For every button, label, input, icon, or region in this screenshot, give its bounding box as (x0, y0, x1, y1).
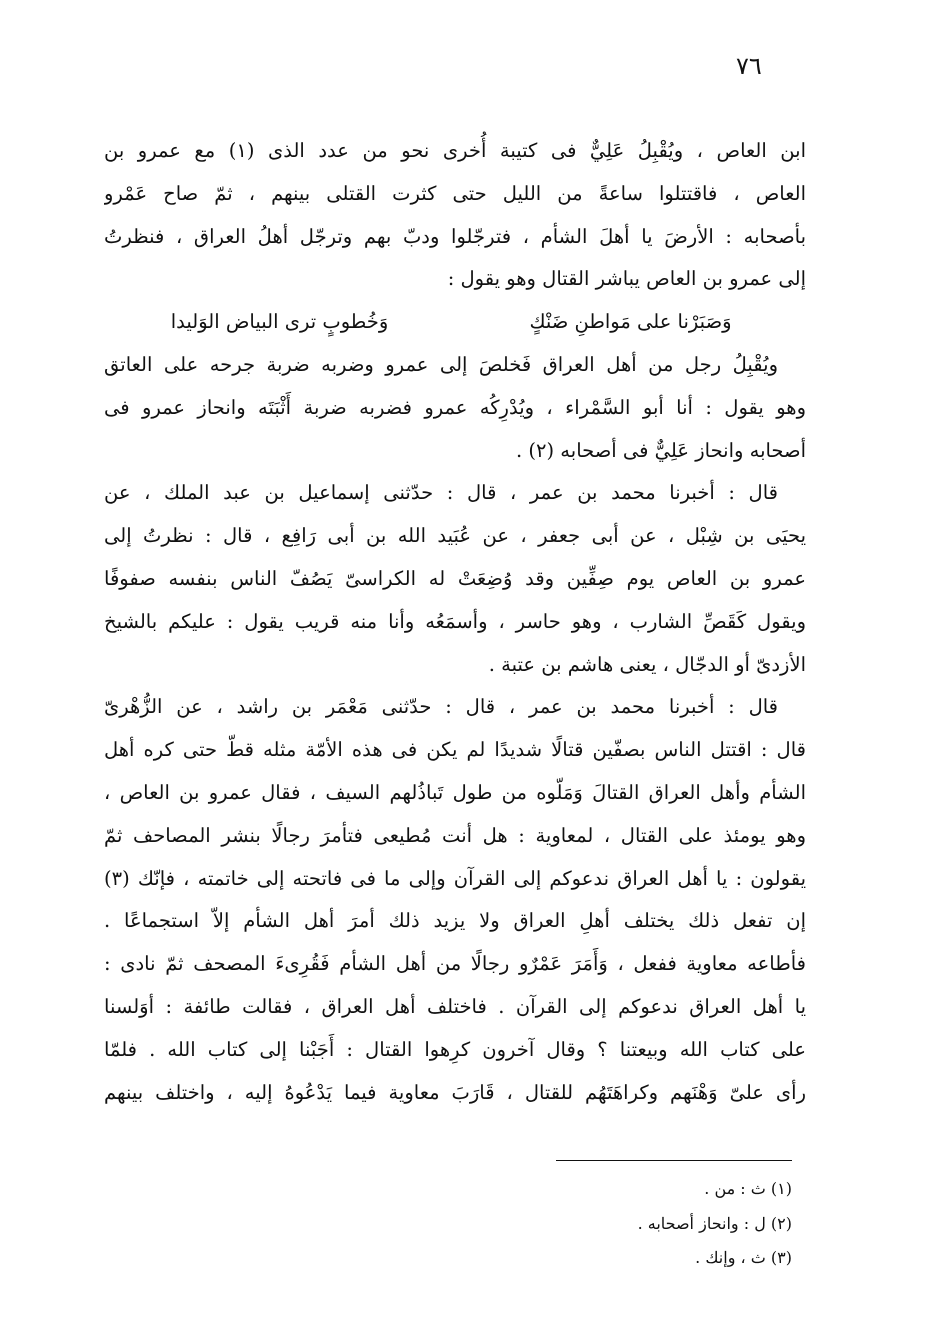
page-number: ٧٦ (736, 52, 762, 80)
text-line: فأطاعه معاوية ففعل ، وَأَمَرَ عَمْرٌو رجالًا من أهل الشأم فَقُرِىءَ المصحف ثمّ نادى : (104, 952, 806, 976)
text-line: يقولون : يا أهل العراق ندعوكم إلى القرآن وإلى ما فى فاتحته إلى خاتمته ، فإنّك (٣) (104, 866, 806, 890)
text-line: أصحابه وانحاز عَلِيٌّ فى أصحابه (٢) . (516, 438, 806, 462)
text-line: قال : أخبرنا محمد بن عمر ، قال : حدّثنى مَعْمَر بن راشد ، عن الزُّهْرىّ (104, 695, 778, 719)
text-line: يا أهل العراق ندعوكم إلى القرآن . فاختلف أهل العراق ، فقالت طائفة : أوَلسنا (104, 994, 806, 1018)
footnote-divider (556, 1160, 792, 1161)
text-line: قال : اقتتل الناس بصفّين قتالًا شديدًا لم يكن فى هذه الأمّة مثله قطّ حتى كره أهل (104, 738, 806, 762)
text-line: الشأم وأهل العراق القتالَ وَمَلّوه من طول تَباذُلهم السيف ، فقال عمرو بن العاص ، (104, 780, 806, 804)
footnote-item: (٢) ل : وانحاز أصحابه . (637, 1213, 792, 1233)
text-line: قال : أخبرنا محمد بن عمر ، قال : حدّثنى إسماعيل بن عبد الملك ، عن (104, 481, 778, 505)
paragraph-block-2 (104, 344, 806, 1114)
text-line: وهو يومئذ على القتال ، لمعاوية : هل أنت مُطيعى فتأمرَ رجالًا بنشر المصاحف ثمّ (104, 823, 806, 847)
text-line: على كتاب الله وبيعتنا ؟ وقال آخرون كرِهوا القتال : أَجَبْنا إلى كتاب الله . فلمّا (104, 1037, 806, 1061)
text-line: بأصحابه : الأرضَ يا أهلَ الشأم ، فترجّلوا ودبّ بهم وترجّل أهلُ العراق ، فنظرتُ (104, 224, 806, 248)
text-line: إن تفعل ذلك يختلف أهلِ العراق ولا يزيد ذلك أمرَ أهل الشأم إلاّ استجماعًا . (104, 909, 806, 933)
text-line: ويُقْبِلُ رجل من أهل العراق فَخلصَ إلى عمرو وضربه ضربة جرحه على العاتق (104, 352, 778, 376)
verse-second-hemistich: وَخُطوبٍ ترى البياض الوَليدا (170, 310, 389, 334)
body-text (104, 130, 806, 1114)
text-line: ابن العاص ، ويُقْبِلُ عَلِيٌّ فى كتيبة أُخرى نحو من عدد الذى (١) مع عمرو بن (104, 139, 806, 162)
footnote-item: (١) ث : من . (704, 1179, 792, 1198)
text-line: يحيَى بن شِبْل ، عن أبى جعفر ، عن عُبَيد الله بن أبى رَافِع ، قال : نظرتُ إلى (104, 524, 806, 548)
verse-first-hemistich: وَصَبَرْنا على مَواطنِ ضَنْكٍ (529, 310, 732, 334)
text-line: عمرو بن العاص يوم صِفِّين وقد وُضِعَتْ له الكراسىّ يَصُفّ الناس بنفسه صفوفًا (104, 566, 806, 590)
footnotes (420, 1172, 792, 1276)
verse-line (104, 301, 806, 344)
footnote-item: (٣) ث ، وإنك . (695, 1248, 792, 1267)
paragraph-block-1 (104, 130, 806, 301)
text-line: وهو يقول : أنا أبو السَّمْراء ، ويُدْرِكُه عمرو فضربه ضربة أَثْبَتَه وانحاز عمرو فى (104, 395, 806, 419)
text-line: إلى عمرو بن العاص يباشر القتال وهو يقول : (447, 267, 806, 291)
text-line: العاص ، فاقتتلوا ساعةً من الليل حتى كثرت القتلى بينهم ، ثمّ صاح عَمْرو (104, 181, 806, 205)
text-line: ويقول كَقَصِّ الشارب ، وهو حاسر ، وأسمَعُه وأنا منه قريب يقول : عليكم بالشيخ (104, 609, 806, 633)
text-line: الأزدىّ أو الدجّال ، يعنى هاشم بن عتبة . (488, 652, 806, 676)
text-line: رأى علىّ وَهْنَهم وكراهَتَهُم للقتال ، قَارَبَ معاوية فيما يَدْعُوهُ إليه ، واختلف بينهم (104, 1080, 806, 1104)
